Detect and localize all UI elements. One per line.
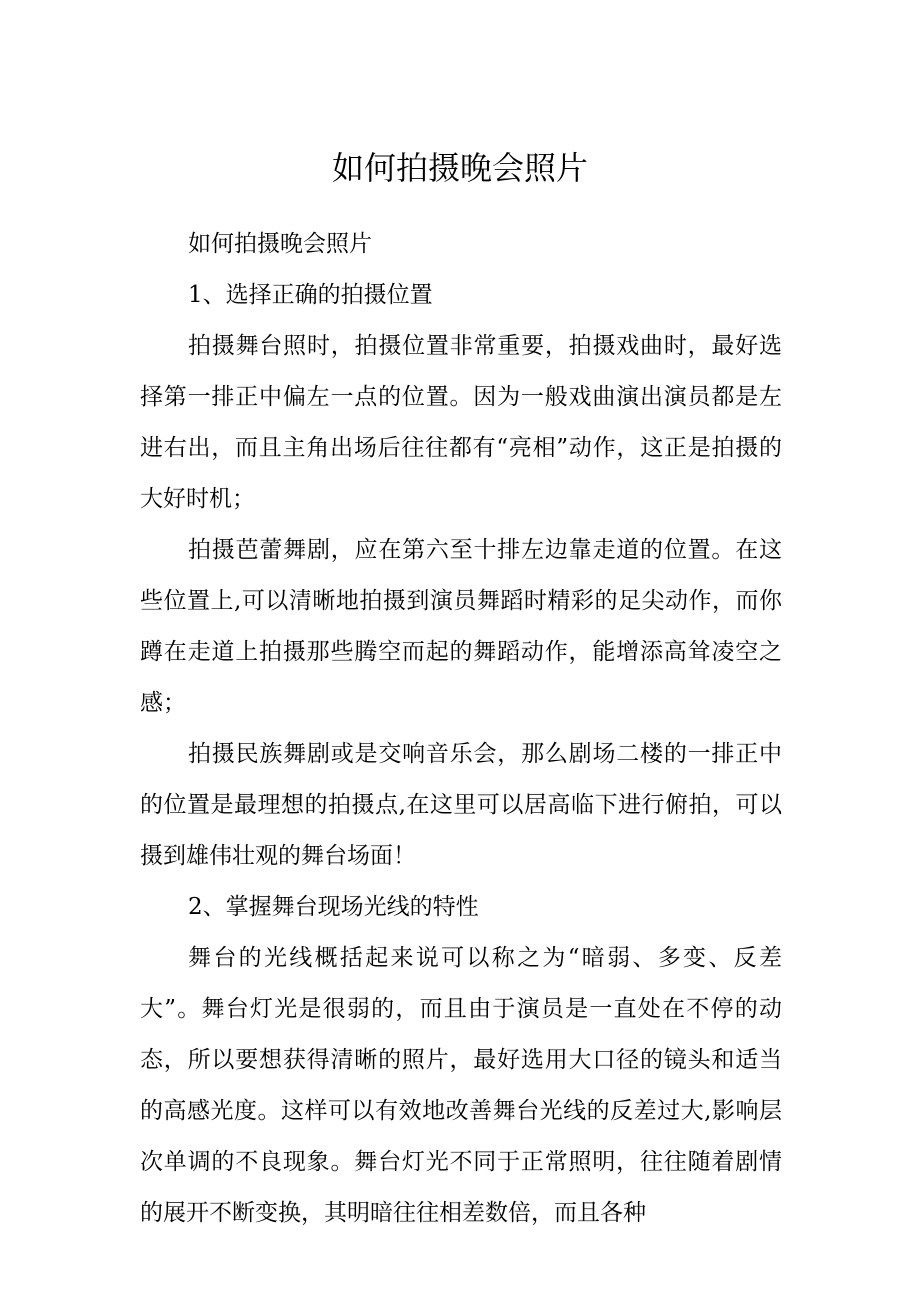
section-heading-2: 2、掌握舞台现场光线的特性 [188,894,479,920]
document-body [140,219,782,1239]
document-title: 如何拍摄晚会照片 [331,149,588,187]
paragraph-opera-position: 拍摄舞台照时，拍摄位置非常重要，拍摄戏曲时，最好选择第一排正中偏左一点的位置。因为一般戏曲演出演员都是左进右出，而且主角出场后往往都有“亮相”动作，这正是拍摄的大好时机； [140,333,782,512]
paragraph-folk-dance-position: 拍摄民族舞剧或是交响音乐会，那么剧场二楼的一排正中的位置是最理想的拍摄点,在这里可以居高临下进行俯拍，可以摄到雄伟壮观的舞台场面！ [140,741,782,869]
paragraph-subtitle: 如何拍摄晚会照片 [188,231,372,257]
paragraph-ballet-position: 拍摄芭蕾舞剧，应在第六至十排左边靠走道的位置。在这些位置上,可以清晰地拍摄到演员舞蹈时精彩的足尖动作，而你蹲在走道上拍摄那些腾空而起的舞蹈动作，能增添高耸凌空之感； [140,537,782,716]
section-heading-1: 1、选择正确的拍摄位置 [188,282,433,308]
paragraph-stage-lighting: 舞台的光线概括起来说可以称之为“暗弱、多变、反差大”。舞台灯光是很弱的，而且由于演员是一直处在不停的动态，所以要想获得清晰的照片，最好选用大口径的镜头和适当的高感光度。这样可以有效地改善舞台光线的反差过大,影响层次单调的不良现象。舞台灯光不同于正常照明，往往随着剧情的展开不断变换，其明暗往往相差数倍，而且各种 [140,945,782,1226]
